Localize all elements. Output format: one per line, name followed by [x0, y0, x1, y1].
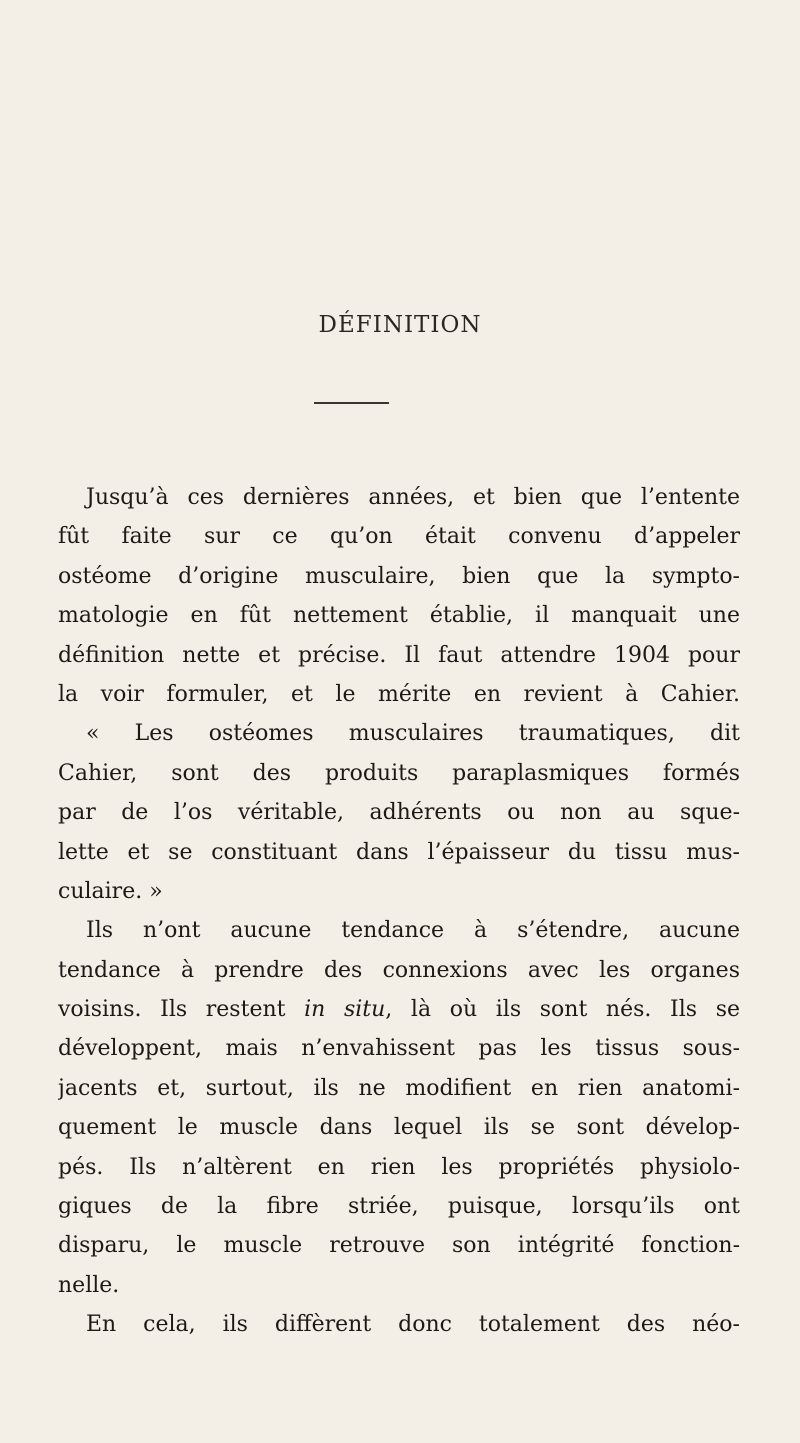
text-line: quement le muscle dans lequel ils se sont dévelop- [58, 1115, 740, 1141]
text-line: « Les ostéomes musculaires traumatiques, dit [86, 721, 740, 747]
text-line-with-italic [58, 990, 740, 1029]
text-line: fût faite sur ce qu’on était convenu d’appeler [58, 524, 740, 550]
italic-phrase: in situ [304, 997, 386, 1023]
chapter-heading: DÉFINITION [318, 312, 482, 338]
text-segment: , là où ils sont nés. Ils se [385, 997, 740, 1023]
text-line: Jusqu’à ces dernières années, et bien que l’entente [86, 485, 740, 510]
text-line: la voir formuler, et le mérite en revient à Cahier. [58, 681, 740, 707]
text-line: Ils n’ont aucune tendance à s’étendre, aucune [86, 918, 740, 944]
text-line: ostéome d’origine musculaire, bien que la sympto- [58, 563, 740, 589]
heading-rule [314, 402, 389, 404]
text-segment: voisins. Ils restent [58, 997, 305, 1023]
text-line: lette et se constituant dans l’épaisseur du tissu mus- [58, 839, 740, 865]
text-line: pés. Ils n’altèrent en rien les propriétés physiolo- [58, 1154, 740, 1180]
text-line: Cahier, sont des produits paraplasmiques formés [58, 760, 740, 786]
text-line: matologie en fût nettement établie, il manquait une [58, 603, 740, 629]
text-line: disparu, le muscle retrouve son intégrité fonction- [58, 1233, 740, 1259]
text-line: tendance à prendre des connexions avec les organes [58, 957, 740, 983]
text-line: définition nette et précise. Il faut attendre 1904 pour [58, 642, 740, 668]
body-text [58, 478, 740, 1345]
text-line: giques de la fibre striée, puisque, lorsqu’ils ont [58, 1194, 740, 1220]
text-line: développent, mais n’envahissent pas les tissus sous- [58, 1036, 740, 1062]
text-line: culaire. » [58, 878, 163, 904]
text-line: par de l’os véritable, adhérents ou non au sque- [58, 800, 740, 826]
text-line: jacents et, surtout, ils ne modifient en rien anatomi- [58, 1075, 740, 1101]
text-line: En cela, ils diffèrent donc totalement des néo- [86, 1312, 740, 1338]
text-line: nelle. [58, 1272, 120, 1298]
